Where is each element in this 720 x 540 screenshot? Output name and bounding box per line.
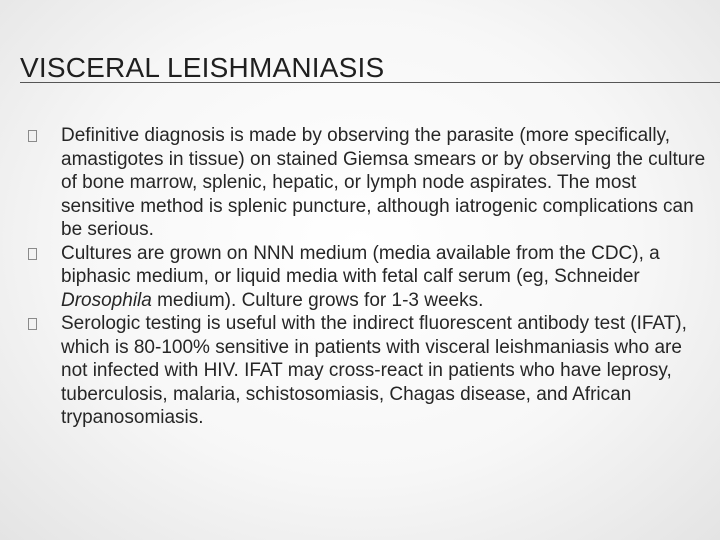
bullet-text-segment: medium). Culture grows for 1-3 weeks. — [151, 289, 484, 311]
square-bullet-icon — [28, 130, 37, 142]
bullet-text: Serologic testing is useful with the indirect fluorescent antibody test (IFAT), which is 80-100% sensitive in patients with visceral leishmaniasis who are not infected with HIV. IFAT may cross-react in patients who have leprosy, tuberculosis, malaria, schistosomiasis, Chagas disease, and African trypanosomiasis. — [61, 313, 687, 428]
square-bullet-icon — [28, 248, 37, 260]
bullet-text: Definitive diagnosis is made by observing the parasite (more specifically, amastigotes in tissue) on stained Giemsa smears or by observing the culture of bone marrow, splenic, hepatic, or lymph node aspirates. The most sensitive method is splenic puncture, although iatrogenic complications can be serious. — [61, 125, 706, 240]
bullet-list — [26, 124, 706, 430]
bullet-item — [26, 242, 706, 313]
bullet-item — [26, 312, 706, 430]
bullet-text — [61, 243, 660, 311]
bullet-text-segment: Cultures are grown on NNN medium (media available from the CDC), a biphasic medium, or liquid media with fetal calf serum (eg, Schneider — [61, 242, 660, 287]
square-bullet-icon — [28, 318, 37, 330]
bullet-text-italic: Drosophila — [61, 289, 152, 311]
slide-title-area — [20, 52, 720, 84]
slide-title: VISCERAL LEISHMANIASIS — [20, 52, 385, 83]
title-underline — [20, 82, 720, 83]
bullet-item — [26, 124, 706, 242]
